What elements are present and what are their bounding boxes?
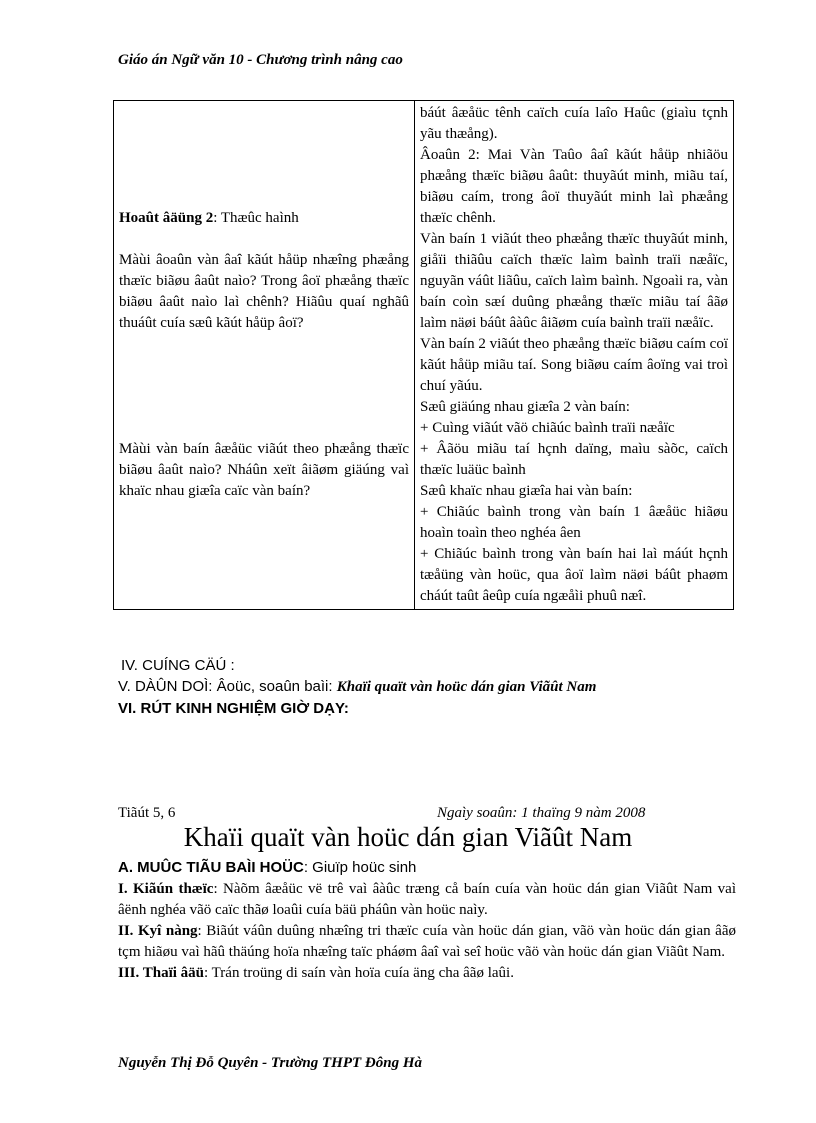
answer-line: Âoaûn 2: Mai Vàn Taûo âaî kãút håüp nhiãöu phæång thæïc biãøu âaût: thuyãút minh, miãu taí, biãøu caím, trong âoï thuyãút minh laì phæång thæïc chênh.	[420, 147, 728, 226]
answer-line: Vàn baín 1 viãút theo phæång thæïc thuyãút minh, giåïi thiãûu caïch thæïc laìm baình traïi næåïc, nguyãn váût liãûu, caïch laìm baình. Ngoaìi ra, vàn baín coìn sæí duûng phæång thæïc miãu taí âãø laìm näøi báût âàûc âiãøm cuía baình traïi næåïc.	[420, 231, 728, 331]
consolidation-heading: IV. CUÍNG CÄÚ :	[121, 657, 235, 674]
homework-prefix: V. DÀÛN DOÌ: Âoüc, soaûn baìi:	[118, 678, 337, 695]
question-1: Màùi âoaûn vàn âaî kãút håüp nhæîng phæång thæïc biãøu âaût naìo? Trong âoï phæång thæïc biãøu âaût naìo laì chênh? Hiãûu quaí nghãû thuáût cuía sæû kãút håüp âoï?	[119, 252, 409, 331]
homework-title: Khaïi quaït vàn hoüc dán gian Viãût Nam	[336, 679, 597, 695]
objectives-label: A. MUÛC TIÃU BAÌI HOÜC	[118, 859, 304, 876]
answer-line: + Cuìng viãút vãö chiãúc baình traïi næåïc	[420, 420, 675, 436]
answer-line: Sæû giäúng nhau giæîa 2 vàn baín:	[420, 399, 630, 415]
table-row	[114, 101, 734, 610]
attitude-text: : Trán troüng di saín vàn hoïa cuía äng cha âãø laûi.	[204, 965, 514, 981]
skills-text: : Biãút váûn duûng nhæîng tri thæïc cuía vàn hoüc dán gian, vãö vàn hoüc dán gian âãø tçm hiãøu vaì hãû thäúng hoïa nhæîng taïc pháøm âaî vaì seî hoüc vãö vàn hoüc dán gian Viãût Nam.	[118, 923, 736, 960]
answer-line: + Âãöu miãu taí hçnh daïng, maìu sàõc, caïch thæïc luäüc baình	[420, 441, 728, 478]
activity-heading	[119, 208, 409, 229]
prepared-date: Ngaìy soaûn: 1 thaïng 9 nàm 2008	[437, 805, 646, 821]
skills-paragraph	[118, 921, 736, 963]
after-table-section	[118, 655, 596, 719]
lesson-title: Khaïi quaït vàn hoüc dán gian Viãût Nam	[183, 822, 633, 852]
attitude-label: III. Thaïi âäü	[118, 965, 205, 981]
knowledge-paragraph	[118, 879, 736, 921]
activity-rest: : Thæûc haình	[213, 210, 299, 226]
activity-column	[114, 101, 415, 610]
answer-line: Vàn baín 2 viãút theo phæång thæïc biãøu caím coï kãút håüp miãu taí. Song biãøu caím âoïng vai troì chuí yãúu.	[420, 336, 728, 394]
answer-line: + Chiãúc baình trong vàn baín 1 âæåüc hiãøu hoaìn toaìn theo nghéa âen	[420, 504, 728, 541]
objectives-rest: : Giuïp hoüc sinh	[303, 859, 417, 876]
lesson-body	[118, 857, 736, 984]
page-header: Giáo án Ngữ văn 10 - Chương trình nâng cao	[118, 52, 403, 68]
answer-column	[415, 101, 734, 610]
page-footer: Nguyễn Thị Đỗ Quyên - Trường THPT Đông Hà	[118, 1055, 422, 1071]
experience-heading: VI. RÚT KINH NGHIỆM GIỜ DẠY:	[118, 700, 349, 717]
homework-line	[118, 676, 596, 698]
knowledge-label: I. Kiãún thæïc	[118, 881, 214, 897]
attitude-paragraph	[118, 963, 736, 984]
activity-label: Hoaût âäüng 2	[119, 210, 214, 226]
objectives-heading	[118, 857, 736, 879]
periods-label: Tiãút 5, 6	[118, 805, 176, 821]
answer-line: Sæû khaïc nhau giæîa hai vàn baín:	[420, 483, 633, 499]
skills-label: II. Kyî nàng	[118, 923, 198, 939]
answer-line: + Chiãúc baình trong vàn baín hai laì máút hçnh tæåüng vàn hoüc, qua âoï laìm näøi báût phaøm cháút taût âeûp cuía ngæåìi phuû næî.	[420, 546, 728, 604]
question-2: Màùi vàn baín âæåüc viãút theo phæång thæïc biãøu âaût naìo? Nháûn xeït âiãøm giäúng vaì khaïc nhau giæîa caïc vàn baín?	[119, 441, 409, 499]
knowledge-text: : Nàõm âæåüc vë trê vaì âàûc træng cå baín cuía vàn hoüc dán gian Viãût Nam vaì âënh nghéa vãö caïc thãø loaûi cuía bäü pháûn vàn hoüc naìy.	[118, 881, 736, 918]
lesson-table	[113, 100, 734, 610]
answer-line: báút âæåüc tênh caïch cuía laîo Haûc (giaìu tçnh yãu thæång).	[420, 105, 728, 142]
